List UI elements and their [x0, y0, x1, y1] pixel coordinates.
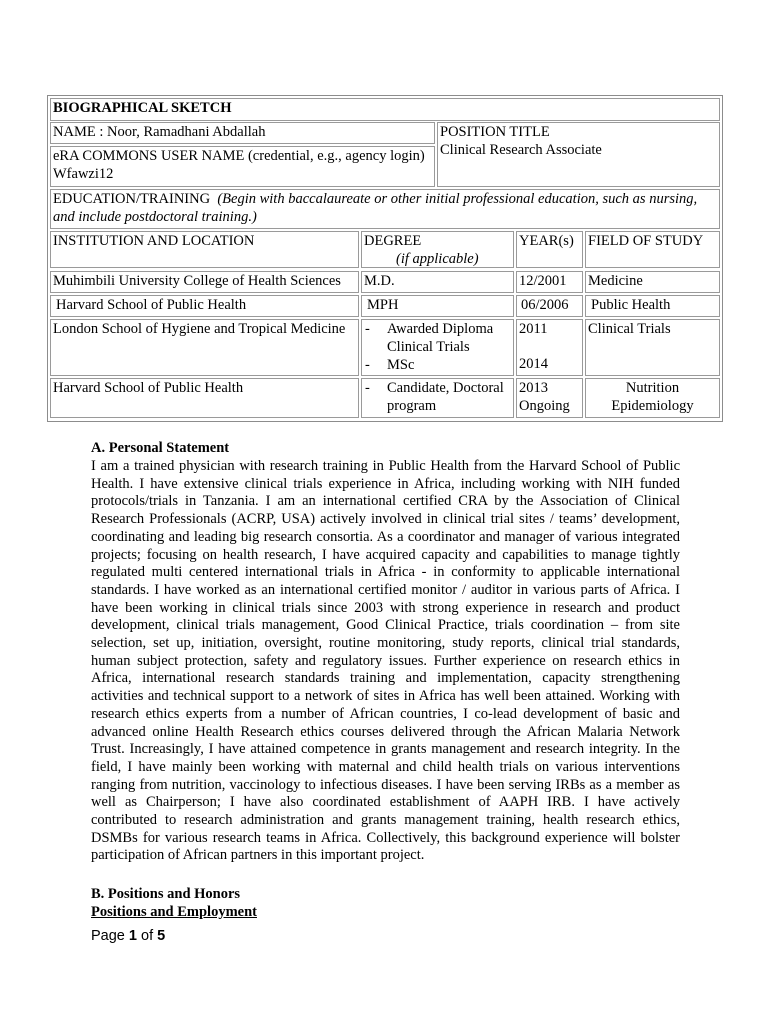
table-row-4-institution: Harvard School of Public Health: [50, 378, 359, 418]
degree-item: MSc: [387, 357, 415, 373]
education-heading: [50, 189, 720, 229]
degree-item: Awarded Diploma Clinical Trials: [387, 321, 494, 355]
table-row-4-degree: - Candidate, Doctoral program: [361, 378, 514, 418]
table-row-1-degree: M.D.: [361, 271, 514, 293]
year-item: 2013: [519, 380, 548, 396]
page-footer: [91, 928, 165, 944]
table-row-3-degree: - Awarded Diploma Clinical Trials - MSc: [361, 319, 514, 376]
table-row-4-field: Nutrition Epidemiology: [585, 378, 720, 418]
year-item: 2011: [519, 321, 548, 337]
education-note: (Begin with baccalaureate or other initial professional education, such as nursing, and include postdoctoral training.): [53, 191, 698, 225]
header-institution: INSTITUTION AND LOCATION: [50, 231, 359, 268]
degree-item: Candidate, Doctoral program: [387, 380, 504, 414]
position-title-cell: [437, 122, 720, 187]
table-row-2-degree: MPH: [361, 295, 514, 317]
table-row-2-year: 06/2006: [516, 295, 583, 317]
personal-statement-heading: A. Personal Statement: [91, 440, 230, 456]
position-title-label: POSITION TITLE: [440, 124, 550, 140]
of-word: of: [141, 928, 154, 944]
table-row-1-institution: Muhimbili University College of Health Sciences: [50, 271, 359, 293]
table-row-3-field: Clinical Trials: [585, 319, 720, 376]
header-degree: [361, 231, 514, 268]
positions-subheading: Positions and Employment: [91, 904, 257, 920]
page-number: 1: [128, 928, 137, 944]
positions-heading: B. Positions and Honors: [91, 886, 241, 902]
header-field: FIELD OF STUDY: [585, 231, 720, 268]
header-degree-note: (if applicable): [396, 250, 479, 267]
page-total: 5: [157, 928, 166, 944]
header-year: YEAR(s): [516, 231, 583, 268]
era-commons-field: eRA COMMONS USER NAME (credential, e.g., agency login) Wfawzi12: [50, 146, 435, 187]
education-label: EDUCATION/TRAINING: [53, 191, 211, 207]
table-row-1-field: Medicine: [585, 271, 720, 293]
table-row-2-institution: Harvard School of Public Health: [50, 295, 359, 317]
table-row-3-institution: London School of Hygiene and Tropical Medicine: [50, 319, 359, 376]
table-row-4-year: [516, 378, 583, 418]
page-word: Page: [91, 928, 125, 944]
year-item: Ongoing: [519, 397, 570, 414]
personal-statement-text: I am a trained physician with research training in Public Health from the Harvard School of Public Health. I have extensive clinical trials experience in Africa, including working with NIH funded protocols/trials in Tanzania. I am an international certified CRA by the Association of Clinical Research Professionals (ACRP, USA) actively involved in clinical trial sites / teams’ development, coordinating and leading big research consortia. As a coordinator and manager of various integrated projects; focusing on health research, I have acquired capacity and capabilities to manage tightly regulated multi centered international trials in Africa - in conformity to applicable international standards. I have worked as an international certified monitor / auditor in various parts of Africa. I have been working in clinical trials since 2003 with strong experience in research and product development, clinical trials management, Good Clinical Practice, trials coordination – from site selection, set up, initiation, oversight, routine monitoring, study reports, clinical trial standards, human subject protection, safety and regulatory issues. Further experience on research ethics in Africa, international research standards training and implementation, capacity strengthening activities and technical support to a network of sites in Africa has well been attained. Working with research ethics experts from a number of African countries, I co-lead development of basic and advanced online Health Research ethics courses delivered through the African Malaria Network Trust. Increasingly, I have attained competence in grants management and research integrity. In the field, I have mainly been working with maternal and child health trials on various interventions ranging from nutrition, vaccinology to infectious diseases. I have been serving IRBs as a member as well as Chairperson; I have also coordinated establishment of AAPH IRB. I have actively contributed to research administration and grants management training, health research ethics, DSMBs for various research teams in Africa. Collectively, this background experience will bolster participation of African partners in this important project.: [91, 458, 680, 864]
header-degree-label: DEGREE: [364, 233, 422, 249]
sketch-title: BIOGRAPHICAL SKETCH: [50, 98, 720, 121]
biographical-sketch-table: [47, 95, 723, 422]
table-row-2-field: Public Health: [585, 295, 720, 317]
name-field: NAME : Noor, Ramadhani Abdallah: [50, 122, 435, 144]
table-row-1-year: 12/2001: [516, 271, 583, 293]
position-title-value: Clinical Research Associate: [440, 141, 602, 158]
table-row-3-year: [516, 319, 583, 376]
year-item: 2014: [519, 356, 548, 372]
